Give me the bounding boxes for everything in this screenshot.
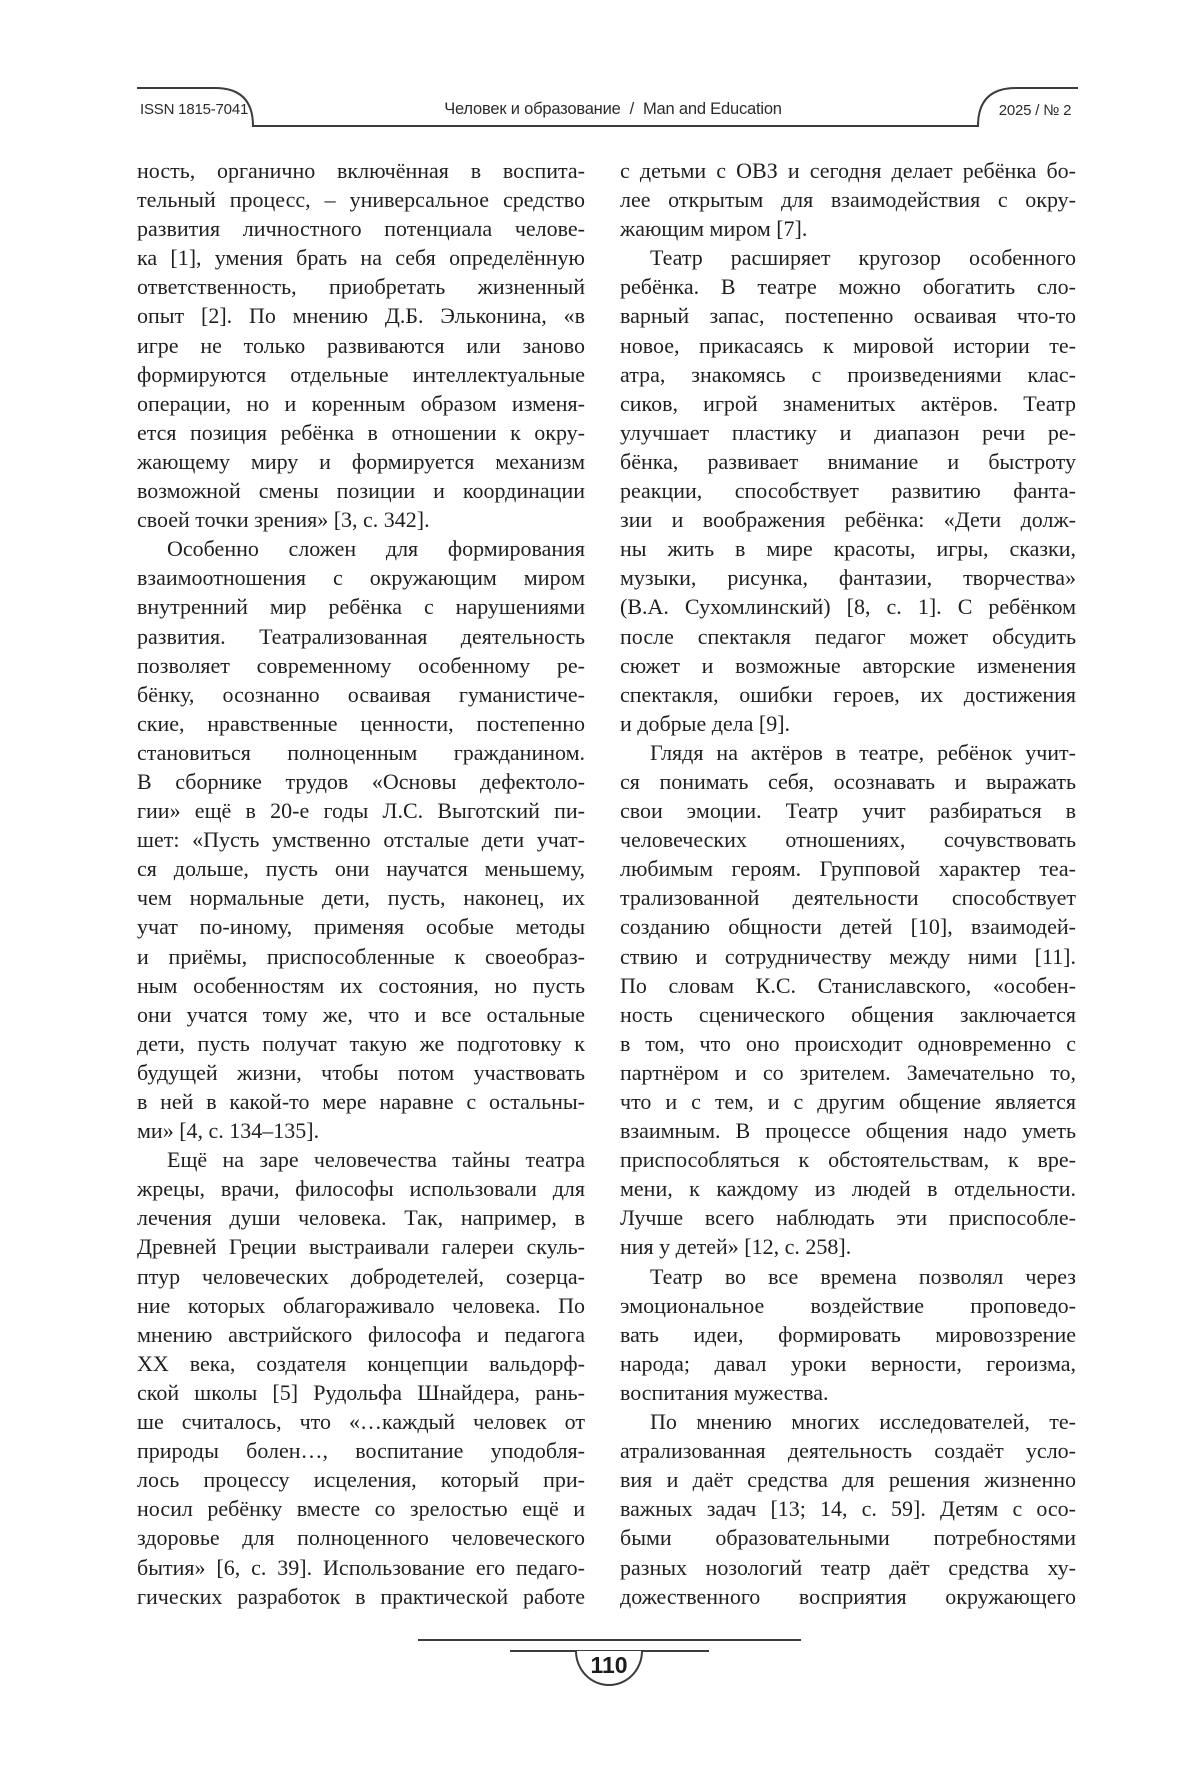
text-line: и добрые дела [9].: [620, 710, 791, 736]
text-line: ские, нравственные ценности, постепенно: [137, 710, 585, 736]
text-line: здоровье для полноценного человеческого: [137, 1525, 585, 1551]
text-line: ми» [4, с. 134–135].: [137, 1118, 320, 1144]
text-line: Лучше всего наблюдать эти приспособле-: [620, 1205, 1076, 1231]
column-right: [620, 156, 1076, 1611]
text-line: Театр во все времена позволял через: [650, 1263, 1076, 1289]
text-line: жающему миру и формируется механизм: [137, 448, 585, 474]
text-line: бёнку, осознанно осваивая гуманистиче-: [137, 681, 585, 707]
text-line: В сборнике трудов «Основы дефектоло-: [137, 768, 585, 794]
text-line: Древней Греции выстраивали галереи скуль-: [137, 1234, 585, 1260]
text-line: По словам К.С. Станиславского, «особен-: [620, 972, 1076, 998]
header-rule: [0, 0, 1200, 140]
page-number: 110: [590, 1652, 628, 1678]
text-line: Ещё на заре человечества тайны театра: [167, 1147, 585, 1173]
text-line: (В.А. Сухомлинский) [8, с. 1]. С ребёнком: [620, 594, 1076, 620]
text-line: с детьми с ОВЗ и сегодня делает ребёнка бо-: [620, 158, 1076, 183]
text-line: ся дольше, пусть они научатся меньшему,: [137, 856, 585, 882]
text-line: атра, знакомясь с произведениями клас-: [620, 361, 1076, 387]
text-line: свои эмоции. Театр учит разбираться в: [620, 798, 1076, 824]
text-line: эмоциональное воздействие проповедо-: [620, 1292, 1076, 1318]
text-line: сиков, игрой знаменитых актёров. Театр: [620, 390, 1076, 416]
text-line: ние которых облагораживало человека. По: [137, 1292, 585, 1318]
text-line: важных задач [13; 14, с. 59]. Детям с осо-: [620, 1496, 1076, 1522]
text-line: они учатся тому же, что и все остальные: [137, 1001, 585, 1027]
text-line: Театр расширяет кругозор особенного: [650, 245, 1076, 271]
text-line: носил ребёнку вместе со зрелостью ещё и: [137, 1496, 585, 1522]
journal-title-divider: /: [629, 100, 634, 118]
text-line: гии» ещё в 20-е годы Л.С. Выготский пи-: [137, 798, 585, 824]
text-line: ность, органично включённая в воспита-: [137, 158, 585, 183]
text-line: трализованной деятельности способствует: [620, 885, 1076, 911]
text-line: учат по-иному, применяя особые методы: [137, 914, 585, 940]
text-line: игре не только развиваются или заново: [137, 332, 585, 358]
text-line: приспособляться к обстоятельствам, к вре-: [620, 1147, 1076, 1173]
text-line: лось процессу исцеления, который при-: [137, 1467, 585, 1493]
text-line: спектакля, ошибки героев, их достижения: [620, 681, 1076, 707]
text-line: человеческих отношениях, сочувствовать: [620, 827, 1076, 853]
text-line: природы болен…, воспитание уподобля-: [137, 1438, 585, 1464]
text-line: ребёнка. В театре можно обогатить сло-: [620, 274, 1076, 300]
text-line: становиться полноценным гражданином.: [137, 739, 585, 765]
text-line: взаимным. В процессе общения надо уметь: [620, 1118, 1076, 1144]
text-line: партнёром и со зрителем. Замечательно то,: [620, 1059, 1076, 1085]
text-line: народа; давал уроки верности, героизма,: [620, 1350, 1076, 1376]
text-line: и приёмы, приспособленные к своеобраз-: [137, 943, 585, 969]
text-line: Особенно сложен для формирования: [167, 536, 585, 562]
text-line: реакции, способствует развитию фанта-: [620, 478, 1076, 504]
text-line: развития личностного потенциала челове-: [137, 216, 585, 242]
text-line: чем нормальные дети, пусть, наконец, их: [137, 885, 585, 911]
text-line: жрецы, врачи, философы использовали для: [137, 1176, 585, 1202]
text-line: после спектакля педагог может обсудить: [620, 623, 1076, 649]
text-line: своей точки зрения» [3, с. 342].: [137, 507, 430, 533]
text-line: мени, к каждому из людей в отдельности.: [620, 1176, 1076, 1202]
text-line: ны жить в мире красоты, игры, сказки,: [620, 536, 1076, 562]
text-line: опыт [2]. По мнению Д.Б. Эльконина, «в: [137, 303, 585, 329]
text-line: формируются отдельные интеллектуальные: [137, 361, 585, 387]
text-line: что и с тем, и с другим общение является: [620, 1089, 1076, 1114]
text-line: птур человеческих добродетелей, созерца-: [137, 1263, 585, 1289]
text-line: мнению австрийского философа и педагога: [137, 1321, 585, 1347]
text-line: вать идеи, формировать мировоззрение: [620, 1321, 1076, 1347]
text-line: ется позиция ребёнка в отношении к окру-: [137, 419, 585, 445]
text-line: позволяет современному особенному ре-: [137, 652, 585, 678]
text-line: дожественного восприятия окружающего: [620, 1583, 1076, 1609]
text-line: в том, что оно происходит одновременно с: [620, 1030, 1076, 1056]
journal-title-ru: Человек и образование: [444, 100, 621, 118]
text-line: вия и даёт средства для решения жизненно: [620, 1467, 1076, 1493]
text-line: шет: «Пусть умственно отсталые дети учат-: [137, 827, 585, 853]
text-line: атрализованная деятельность создаёт усло-: [620, 1438, 1076, 1464]
text-line: в ней в какой-то мере наравне с остальны-: [137, 1089, 585, 1114]
text-line: развития. Театрализованная деятельность: [137, 623, 585, 649]
text-line: ответственность, приобретать жизненный: [137, 274, 585, 300]
text-line: внутренний мир ребёнка с нарушениями: [137, 594, 585, 620]
text-line: разных нозологий театр даёт средства ху-: [620, 1554, 1076, 1580]
text-line: ка [1], умения брать на себя определённую: [137, 245, 585, 271]
text-line: улучшает пластику и диапазон речи ре-: [620, 419, 1076, 445]
text-line: бытия» [6, с. 39]. Использование его педаго-: [137, 1554, 585, 1580]
text-line: ния у детей» [12, с. 258].: [620, 1234, 852, 1260]
text-line: будущей жизни, чтобы потом участвовать: [137, 1059, 585, 1085]
issue-label: 2025 / № 2: [998, 102, 1072, 119]
text-line: гических разработок в практической работе: [137, 1583, 585, 1609]
text-line: Глядя на актёров в театре, ребёнок учит-: [650, 739, 1076, 765]
text-line: музыки, рисунка, фантазии, творчества»: [620, 565, 1076, 591]
text-line: лее открытым для взаимодействия с окру-: [620, 187, 1076, 213]
text-line: варный запас, постепенно осваивая что-то: [620, 303, 1076, 329]
text-line: лечения души человека. Так, например, в: [137, 1205, 585, 1231]
text-line: ше считалось, что «…каждый человек от: [137, 1409, 585, 1435]
text-line: бёнка, развивает внимание и быстроту: [620, 448, 1076, 474]
text-line: воспитания мужества.: [620, 1379, 829, 1405]
text-line: По мнению многих исследователей, те-: [650, 1409, 1076, 1435]
text-line: ным особенностям их состояния, но пусть: [137, 972, 585, 998]
text-line: созданию общности детей [10], взаимодей-: [620, 914, 1076, 940]
text-line: тельный процесс, – универсальное средство: [137, 187, 585, 213]
text-line: ность сценического общения заключается: [620, 1001, 1076, 1027]
text-line: возможной смены позиции и координации: [137, 478, 585, 504]
text-line: ся понимать себя, осознавать и выражать: [620, 768, 1076, 794]
text-line: жающим миром [7].: [620, 216, 808, 242]
text-line: зии и воображения ребёнка: «Дети долж-: [620, 507, 1076, 533]
text-line: дети, пусть получат такую же подготовку к: [137, 1030, 585, 1056]
footer-rule-primary: [418, 1639, 801, 1641]
text-line: ствию и сотрудничеству между ними [11].: [620, 943, 1076, 969]
text-line: любимым героям. Групповой характер теа-: [620, 856, 1076, 882]
issn-label: ISSN 1815-7041: [140, 101, 249, 118]
text-line: XX века, создателя концепции вальдорф-: [137, 1350, 585, 1376]
text-line: сюжет и возможные авторские изменения: [620, 652, 1076, 678]
text-line: операции, но и коренным образом изменя-: [137, 390, 585, 416]
text-line: ской школы [5] Рудольфа Шнайдера, рань-: [137, 1379, 585, 1405]
text-line: новое, прикасаясь к мировой истории те-: [620, 332, 1076, 358]
journal-title-en: Man and Education: [642, 100, 782, 118]
text-line: быми образовательными потребностями: [620, 1525, 1076, 1551]
text-line: взаимоотношения с окружающим миром: [137, 565, 585, 591]
column-left: [137, 156, 585, 1611]
